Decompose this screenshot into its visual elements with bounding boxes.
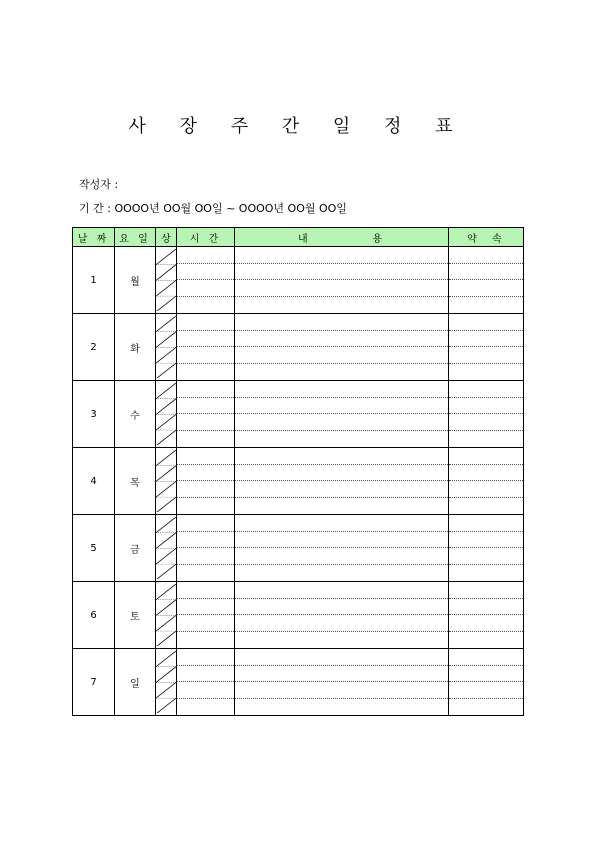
- entry-line[interactable]: [235, 398, 448, 415]
- day-row: [73, 649, 524, 716]
- weekday-label: 목: [115, 448, 156, 515]
- header-appointment: 약 속: [449, 228, 524, 247]
- status-cell[interactable]: [156, 247, 177, 314]
- content-cell[interactable]: [235, 381, 449, 448]
- document-title: 사 장 주 간 일 정 표: [128, 116, 467, 137]
- entry-line[interactable]: [449, 448, 523, 465]
- entry-line[interactable]: [449, 615, 523, 632]
- time-cell[interactable]: [177, 314, 235, 381]
- entry-line[interactable]: [177, 331, 234, 348]
- entry-line[interactable]: [235, 699, 448, 716]
- appointment-cell[interactable]: [449, 314, 524, 381]
- entry-line[interactable]: [235, 431, 448, 448]
- time-cell[interactable]: [177, 582, 235, 649]
- time-cell[interactable]: [177, 247, 235, 314]
- entry-line[interactable]: [449, 297, 523, 314]
- entry-line[interactable]: [449, 565, 523, 582]
- entry-line[interactable]: [449, 331, 523, 348]
- entry-line[interactable]: [235, 247, 448, 264]
- status-cell[interactable]: [156, 314, 177, 381]
- entry-line[interactable]: [235, 599, 448, 616]
- entry-line[interactable]: [177, 364, 234, 381]
- time-cell[interactable]: [177, 649, 235, 716]
- entry-line[interactable]: [449, 314, 523, 331]
- weekday-label: 금: [115, 515, 156, 582]
- day-number: 7: [73, 649, 115, 716]
- entry-line[interactable]: [177, 632, 234, 649]
- content-cell[interactable]: [235, 515, 449, 582]
- weekday-label: 월: [115, 247, 156, 314]
- entry-line[interactable]: [449, 431, 523, 448]
- time-cell[interactable]: [177, 515, 235, 582]
- entry-line[interactable]: [449, 699, 523, 716]
- entry-line[interactable]: [177, 532, 234, 549]
- entry-line[interactable]: [177, 481, 234, 498]
- schedule-body: [73, 247, 524, 716]
- entry-line[interactable]: [177, 666, 234, 683]
- entry-line[interactable]: [449, 632, 523, 649]
- day-number: 1: [73, 247, 115, 314]
- entry-line[interactable]: [235, 448, 448, 465]
- period-line: [79, 200, 347, 216]
- status-cell[interactable]: [156, 582, 177, 649]
- entry-line[interactable]: [449, 515, 523, 532]
- day-row: [73, 582, 524, 649]
- appointment-cell[interactable]: [449, 515, 524, 582]
- author-line: [79, 176, 118, 192]
- day-row: [73, 314, 524, 381]
- entry-line[interactable]: [177, 649, 234, 666]
- entry-line[interactable]: [235, 649, 448, 666]
- entry-line[interactable]: [449, 381, 523, 398]
- entry-line[interactable]: [177, 347, 234, 364]
- entry-line[interactable]: [177, 515, 234, 532]
- entry-line[interactable]: [235, 666, 448, 683]
- entry-line[interactable]: [449, 481, 523, 498]
- status-cell[interactable]: [156, 649, 177, 716]
- entry-line[interactable]: [235, 414, 448, 431]
- diagonal-hatch-icon: [156, 651, 176, 714]
- entry-line[interactable]: [177, 498, 234, 515]
- entry-line[interactable]: [449, 599, 523, 616]
- day-number: 3: [73, 381, 115, 448]
- period-label: 기 간 :: [79, 202, 111, 215]
- entry-line[interactable]: [449, 414, 523, 431]
- entry-line[interactable]: [177, 599, 234, 616]
- schedule-table: [72, 227, 524, 716]
- entry-line[interactable]: [177, 414, 234, 431]
- diagonal-hatch-icon: [156, 249, 176, 312]
- entry-line[interactable]: [177, 682, 234, 699]
- day-row: [73, 448, 524, 515]
- header-time: 시 간: [177, 228, 235, 247]
- appointment-cell[interactable]: [449, 381, 524, 448]
- day-number: 2: [73, 314, 115, 381]
- entry-line[interactable]: [449, 247, 523, 264]
- time-cell[interactable]: [177, 448, 235, 515]
- entry-line[interactable]: [177, 565, 234, 582]
- entry-line[interactable]: [449, 582, 523, 599]
- entry-line[interactable]: [235, 548, 448, 565]
- diagonal-hatch-icon: [156, 517, 176, 580]
- entry-line[interactable]: [177, 314, 234, 331]
- entry-line[interactable]: [235, 632, 448, 649]
- author-label: 작성자 :: [79, 178, 119, 191]
- entry-line[interactable]: [235, 381, 448, 398]
- weekday-label: 화: [115, 314, 156, 381]
- entry-line[interactable]: [177, 582, 234, 599]
- entry-line[interactable]: [177, 297, 234, 314]
- appointment-cell[interactable]: [449, 649, 524, 716]
- status-cell[interactable]: [156, 515, 177, 582]
- header-row: [73, 228, 524, 247]
- content-cell[interactable]: [235, 582, 449, 649]
- entry-line[interactable]: [235, 582, 448, 599]
- entry-line[interactable]: [177, 448, 234, 465]
- content-cell[interactable]: [235, 448, 449, 515]
- weekday-label: 토: [115, 582, 156, 649]
- content-cell[interactable]: [235, 247, 449, 314]
- time-cell[interactable]: [177, 381, 235, 448]
- entry-line[interactable]: [449, 649, 523, 666]
- diagonal-hatch-icon: [156, 584, 176, 647]
- entry-line[interactable]: [449, 682, 523, 699]
- entry-line[interactable]: [235, 347, 448, 364]
- entry-line[interactable]: [449, 532, 523, 549]
- entry-line[interactable]: [235, 565, 448, 582]
- entry-line[interactable]: [235, 515, 448, 532]
- entry-line[interactable]: [235, 465, 448, 482]
- day-row: [73, 381, 524, 448]
- period-value: OOOO년 OO월 OO일 ~ OOOO년 OO월 OO일: [114, 202, 347, 215]
- entry-line[interactable]: [235, 532, 448, 549]
- entry-line[interactable]: [177, 381, 234, 398]
- entry-line[interactable]: [449, 364, 523, 381]
- entry-line[interactable]: [449, 264, 523, 281]
- entry-line[interactable]: [177, 398, 234, 415]
- entry-line[interactable]: [235, 264, 448, 281]
- entry-line[interactable]: [177, 548, 234, 565]
- entry-line[interactable]: [235, 297, 448, 314]
- header-date: 날 짜: [73, 228, 115, 247]
- day-row: [73, 515, 524, 582]
- content-cell[interactable]: [235, 649, 449, 716]
- appointment-cell[interactable]: [449, 448, 524, 515]
- entry-line[interactable]: [177, 465, 234, 482]
- diagonal-hatch-icon: [156, 450, 176, 513]
- header-sang: 상: [156, 228, 177, 247]
- entry-line[interactable]: [449, 548, 523, 565]
- day-number: 6: [73, 582, 115, 649]
- header-content: 내 용: [235, 228, 449, 247]
- entry-line[interactable]: [235, 481, 448, 498]
- weekday-label: 수: [115, 381, 156, 448]
- entry-line[interactable]: [235, 682, 448, 699]
- entry-line[interactable]: [449, 465, 523, 482]
- day-row: [73, 247, 524, 314]
- entry-line[interactable]: [449, 498, 523, 515]
- weekday-label: 일: [115, 649, 156, 716]
- entry-line[interactable]: [177, 615, 234, 632]
- diagonal-hatch-icon: [156, 383, 176, 446]
- entry-line[interactable]: [177, 247, 234, 264]
- entry-line[interactable]: [449, 347, 523, 364]
- header-weekday: 요 일: [115, 228, 156, 247]
- diagonal-hatch-icon: [156, 316, 176, 379]
- entry-line[interactable]: [449, 280, 523, 297]
- status-cell[interactable]: [156, 448, 177, 515]
- content-cell[interactable]: [235, 314, 449, 381]
- entry-line[interactable]: [235, 364, 448, 381]
- day-number: 5: [73, 515, 115, 582]
- day-number: 4: [73, 448, 115, 515]
- entry-line[interactable]: [177, 699, 234, 716]
- entry-line[interactable]: [235, 331, 448, 348]
- appointment-cell[interactable]: [449, 247, 524, 314]
- status-cell[interactable]: [156, 381, 177, 448]
- entry-line[interactable]: [449, 398, 523, 415]
- entry-line[interactable]: [449, 666, 523, 683]
- entry-line[interactable]: [235, 280, 448, 297]
- appointment-cell[interactable]: [449, 582, 524, 649]
- entry-line[interactable]: [235, 615, 448, 632]
- entry-line[interactable]: [177, 431, 234, 448]
- entry-line[interactable]: [177, 264, 234, 281]
- entry-line[interactable]: [235, 314, 448, 331]
- entry-line[interactable]: [235, 498, 448, 515]
- entry-line[interactable]: [177, 280, 234, 297]
